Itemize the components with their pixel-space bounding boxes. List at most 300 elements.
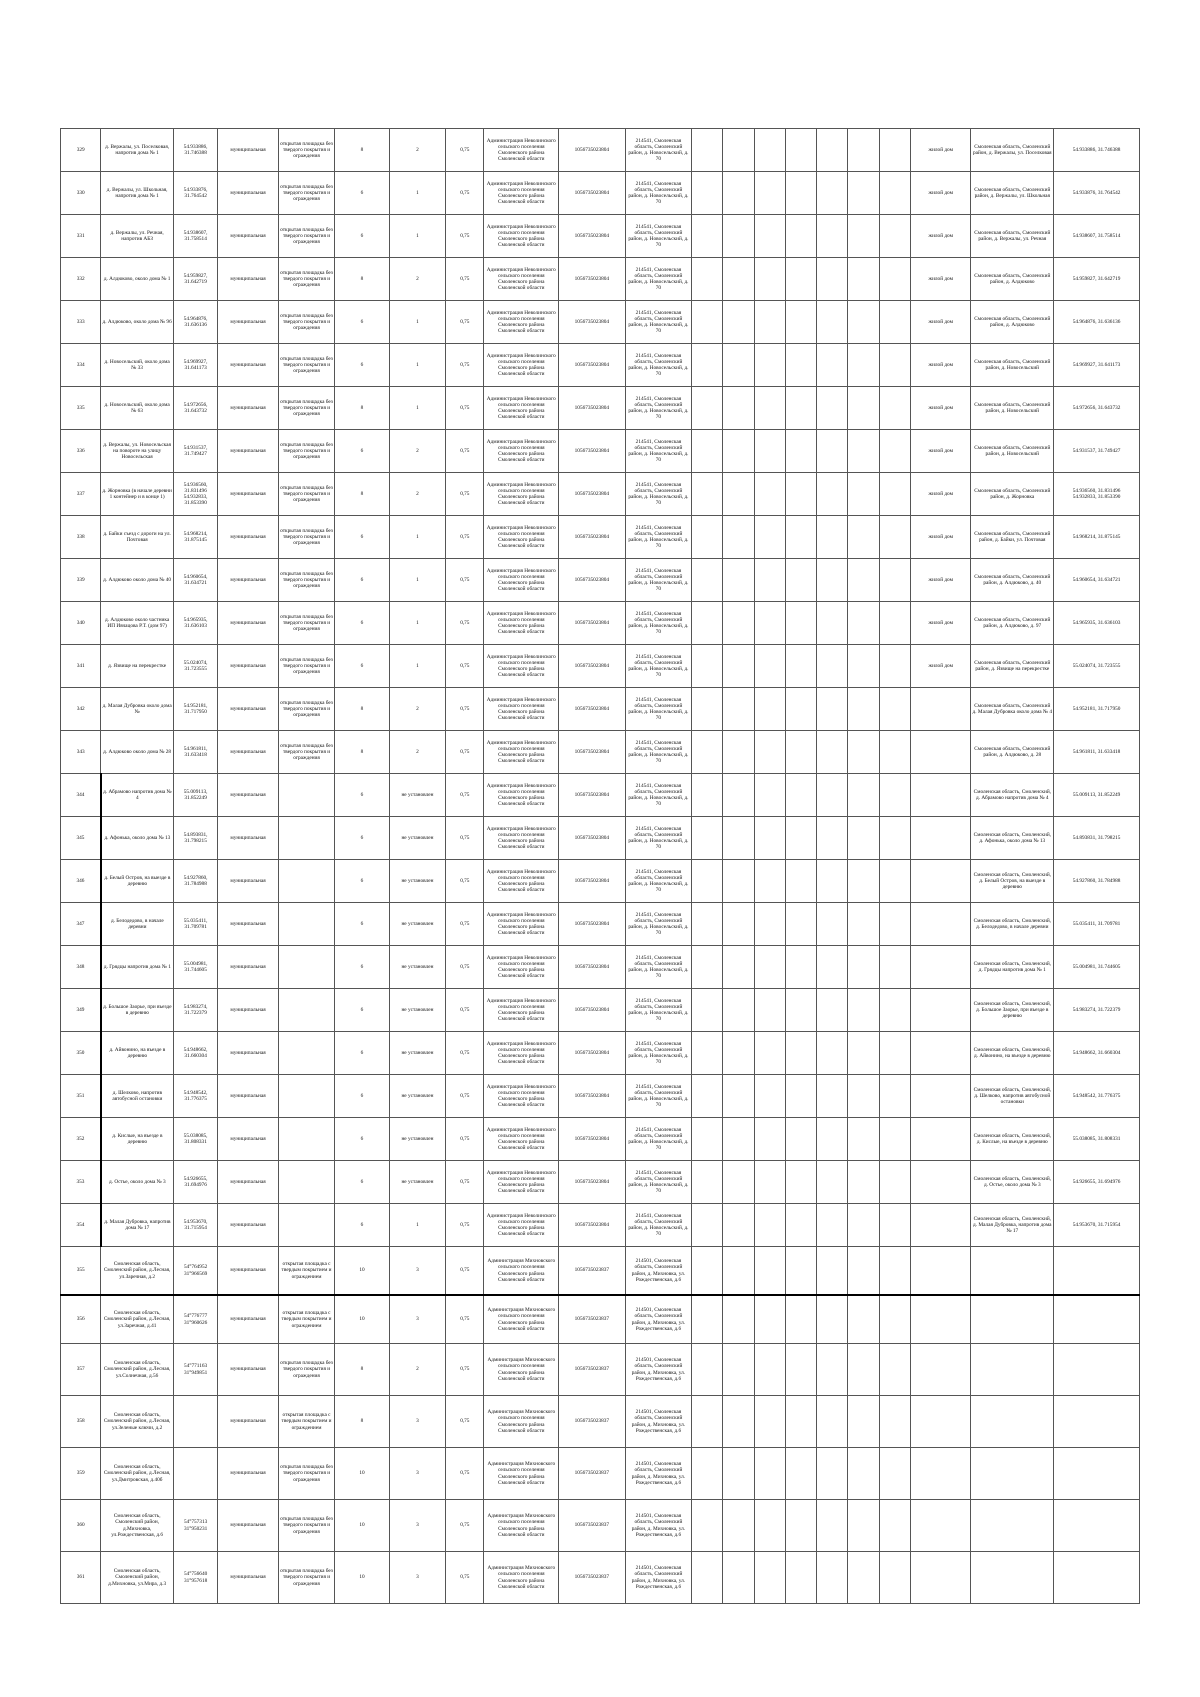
empty-cell bbox=[723, 1247, 754, 1296]
table-row bbox=[61, 172, 1140, 215]
empty-cell bbox=[817, 1247, 848, 1296]
waste-source: жилой дом bbox=[910, 215, 971, 258]
empty-cell bbox=[723, 344, 754, 387]
owner-address: 214541, Смоленская область, Смоленский район, д. Новосельский, д. 70 bbox=[625, 645, 692, 688]
served-coordinates bbox=[1054, 1344, 1140, 1396]
owner-address: 214501, Смоленская область, Смоленский район, д. Михновка, ул. Рождественская, д.6 bbox=[625, 1247, 692, 1296]
table-row bbox=[61, 1032, 1140, 1075]
empty-cell bbox=[817, 258, 848, 301]
ownership: муниципальная bbox=[218, 516, 279, 559]
surface-type: открытая площадка без твердого покрытия и ограждения bbox=[278, 645, 334, 688]
empty-cell bbox=[817, 215, 848, 258]
row-number: 345 bbox=[61, 817, 101, 860]
owner-organization: Администрация Неволинского сельского поселения Смоленского района Смоленской области bbox=[484, 559, 559, 602]
empty-cell bbox=[848, 1500, 879, 1552]
owner-address: 214541, Смоленская область, Смоленский район, д. Новосельский, д. 70 bbox=[625, 989, 692, 1032]
table-row bbox=[61, 344, 1140, 387]
owner-ogrn: 1056735023804 bbox=[559, 387, 626, 430]
empty-cell bbox=[692, 1204, 723, 1247]
site-area: 6 bbox=[335, 903, 389, 946]
empty-cell bbox=[754, 1500, 785, 1552]
waste-source bbox=[910, 817, 971, 860]
empty-cell bbox=[723, 430, 754, 473]
empty-cell bbox=[723, 946, 754, 989]
row-number: 344 bbox=[61, 774, 101, 817]
served-address: Смоленская область, Смоленский, д. Шелково, напротив автобусной остановки bbox=[971, 1075, 1054, 1118]
served-coordinates: 54.893831, 31.798215 bbox=[1054, 817, 1140, 860]
site-coordinates: 54.927860, 31.784988 bbox=[173, 860, 217, 903]
surface-type: открытая площадка без твердого покрытия и ограждения bbox=[278, 1448, 334, 1500]
site-area: 6 bbox=[335, 946, 389, 989]
empty-cell bbox=[879, 1032, 910, 1075]
served-coordinates: 55.038085, 31.808331 bbox=[1054, 1118, 1140, 1161]
owner-address: 214541, Смоленская область, Смоленский район, д. Новосельский, д. 70 bbox=[625, 473, 692, 516]
empty-cell bbox=[879, 1204, 910, 1247]
ownership: муниципальная bbox=[218, 1295, 279, 1344]
empty-cell bbox=[754, 989, 785, 1032]
ownership: муниципальная bbox=[218, 602, 279, 645]
empty-cell bbox=[692, 215, 723, 258]
container-count: 2 bbox=[389, 473, 445, 516]
owner-ogrn: 1056735023804 bbox=[559, 258, 626, 301]
registry-table bbox=[60, 128, 1140, 1604]
ownership: муниципальная bbox=[218, 258, 279, 301]
waste-source bbox=[910, 1075, 971, 1118]
owner-organization: Администрация Неволинского сельского поселения Смоленского района Смоленской области bbox=[484, 731, 559, 774]
served-address: Смоленская область, Смоленский район, д. Алдюково bbox=[971, 301, 1054, 344]
owner-ogrn: 1056735023804 bbox=[559, 860, 626, 903]
empty-cell bbox=[817, 602, 848, 645]
waste-source bbox=[910, 1161, 971, 1204]
container-volume: 0,75 bbox=[446, 1075, 484, 1118]
served-coordinates: 54.969927, 31.641173 bbox=[1054, 344, 1140, 387]
served-coordinates: 54.953670, 31.715954 bbox=[1054, 1204, 1140, 1247]
empty-cell bbox=[817, 516, 848, 559]
served-address: Смоленская область, Смоленский, д. Остье, около дома № 3 bbox=[971, 1161, 1054, 1204]
site-area: 10 bbox=[335, 1247, 389, 1296]
table-row bbox=[61, 129, 1140, 172]
table-row bbox=[61, 903, 1140, 946]
empty-cell bbox=[754, 1448, 785, 1500]
site-address: Смоленская область, Смоленский район, д.Лесная, ул.Зеленые ключи, д.2 bbox=[101, 1396, 174, 1448]
empty-cell bbox=[879, 1396, 910, 1448]
empty-cell bbox=[692, 1500, 723, 1552]
owner-ogrn: 1056735023804 bbox=[559, 774, 626, 817]
container-count: 3 bbox=[389, 1396, 445, 1448]
site-address: Смоленская область, Смоленский район, д.Михновка, ул.Мира, д.3 bbox=[101, 1552, 174, 1604]
empty-cell bbox=[817, 1396, 848, 1448]
served-address: Смоленская область, Смоленский район, д. Алдюково, д. 28 bbox=[971, 731, 1054, 774]
owner-address: 214501, Смоленская область, Смоленский район, д. Михновка, ул. Рождественская, д.6 bbox=[625, 1396, 692, 1448]
served-address bbox=[971, 1552, 1054, 1604]
table-row bbox=[61, 731, 1140, 774]
waste-source bbox=[910, 860, 971, 903]
container-volume: 0,75 bbox=[446, 387, 484, 430]
empty-cell bbox=[879, 1552, 910, 1604]
owner-address: 214541, Смоленская область, Смоленский район, д. Новосельский, д. 70 bbox=[625, 1118, 692, 1161]
waste-source bbox=[910, 1295, 971, 1344]
owner-ogrn: 1056735023804 bbox=[559, 301, 626, 344]
empty-cell bbox=[879, 903, 910, 946]
owner-ogrn: 1056735023804 bbox=[559, 645, 626, 688]
container-volume: 0,75 bbox=[446, 1295, 484, 1344]
served-coordinates: 54.983274, 31.722379 bbox=[1054, 989, 1140, 1032]
ownership: муниципальная bbox=[218, 731, 279, 774]
waste-source bbox=[910, 1247, 971, 1296]
container-count: не установлен bbox=[389, 860, 445, 903]
empty-cell bbox=[692, 774, 723, 817]
owner-organization: Администрация Неволинского сельского поселения Смоленского района Смоленской области bbox=[484, 989, 559, 1032]
surface-type: открытая площадка без твердого покрытия и ограждения bbox=[278, 559, 334, 602]
row-number: 359 bbox=[61, 1448, 101, 1500]
owner-address: 214541, Смоленская область, Смоленский район, д. Новосельский, д. 70 bbox=[625, 731, 692, 774]
row-number: 335 bbox=[61, 387, 101, 430]
empty-cell bbox=[692, 387, 723, 430]
container-volume: 0,75 bbox=[446, 301, 484, 344]
table-row bbox=[61, 817, 1140, 860]
empty-cell bbox=[785, 344, 816, 387]
empty-cell bbox=[848, 1247, 879, 1296]
empty-cell bbox=[754, 559, 785, 602]
empty-cell bbox=[848, 1032, 879, 1075]
container-count: не установлен bbox=[389, 774, 445, 817]
site-address: д. Кислые, на въезде в деревню bbox=[101, 1118, 174, 1161]
site-coordinates: 54.959827, 31.642719 bbox=[173, 258, 217, 301]
served-address bbox=[971, 1247, 1054, 1296]
container-count: 1 bbox=[389, 516, 445, 559]
site-address: д. Белый Остров, на выезде в деревню bbox=[101, 860, 174, 903]
owner-organization: Администрация Неволинского сельского поселения Смоленского района Смоленской области bbox=[484, 817, 559, 860]
empty-cell bbox=[848, 774, 879, 817]
site-address: д. Малая Дубровка около дома № bbox=[101, 688, 174, 731]
site-address: д. Айвонино, на въезде в деревню bbox=[101, 1032, 174, 1075]
owner-ogrn: 1056735023804 bbox=[559, 989, 626, 1032]
empty-cell bbox=[692, 1247, 723, 1296]
ownership: муниципальная bbox=[218, 559, 279, 602]
served-coordinates bbox=[1054, 1247, 1140, 1296]
ownership: муниципальная bbox=[218, 1247, 279, 1296]
served-address: Смоленская область, Смоленский, д. Большое Заорье, при въезде в деревню bbox=[971, 989, 1054, 1032]
owner-address: 214501, Смоленская область, Смоленский район, д. Михновка, ул. Рождественская, д.6 bbox=[625, 1552, 692, 1604]
empty-cell bbox=[879, 516, 910, 559]
empty-cell bbox=[817, 387, 848, 430]
owner-organization: Администрация Михновского сельского поселения Смоленского района Смоленской области bbox=[484, 1247, 559, 1296]
empty-cell bbox=[848, 473, 879, 516]
container-count: 2 bbox=[389, 129, 445, 172]
site-coordinates: 54.983274, 31.722379 bbox=[173, 989, 217, 1032]
site-coordinates: 54.965935, 31.636103 bbox=[173, 602, 217, 645]
empty-cell bbox=[785, 258, 816, 301]
table-row bbox=[61, 1448, 1140, 1500]
owner-ogrn: 1056735023837 bbox=[559, 1552, 626, 1604]
empty-cell bbox=[879, 1448, 910, 1500]
site-coordinates: 54.953670, 31.715954 bbox=[173, 1204, 217, 1247]
waste-source: жилой дом bbox=[910, 301, 971, 344]
container-volume: 0,75 bbox=[446, 1500, 484, 1552]
owner-organization: Администрация Неволинского сельского поселения Смоленского района Смоленской области bbox=[484, 1118, 559, 1161]
empty-cell bbox=[879, 344, 910, 387]
empty-cell bbox=[848, 1448, 879, 1500]
site-area: 8 bbox=[335, 258, 389, 301]
empty-cell bbox=[817, 1448, 848, 1500]
owner-address: 214541, Смоленская область, Смоленский район, д. Новосельский, д. 70 bbox=[625, 215, 692, 258]
ownership: муниципальная bbox=[218, 172, 279, 215]
empty-cell bbox=[817, 903, 848, 946]
container-count: 3 bbox=[389, 1247, 445, 1296]
empty-cell bbox=[879, 387, 910, 430]
table-row bbox=[61, 473, 1140, 516]
container-count: 3 bbox=[389, 1552, 445, 1604]
served-coordinates: 54.968214, 31.875145 bbox=[1054, 516, 1140, 559]
waste-source: жилой дом bbox=[910, 258, 971, 301]
owner-ogrn: 1056735023804 bbox=[559, 1118, 626, 1161]
empty-cell bbox=[785, 129, 816, 172]
served-coordinates bbox=[1054, 1552, 1140, 1604]
site-area: 6 bbox=[335, 559, 389, 602]
site-address: д. Новосельский, около дома № 33 bbox=[101, 344, 174, 387]
empty-cell bbox=[692, 172, 723, 215]
row-number: 357 bbox=[61, 1344, 101, 1396]
served-coordinates: 54.960654, 31.634721 bbox=[1054, 559, 1140, 602]
owner-ogrn: 1056735023804 bbox=[559, 1032, 626, 1075]
ownership: муниципальная bbox=[218, 1552, 279, 1604]
surface-type bbox=[278, 1075, 334, 1118]
site-coordinates: 54.933886, 31.746388 bbox=[173, 129, 217, 172]
empty-cell bbox=[879, 1344, 910, 1396]
site-area: 8 bbox=[335, 473, 389, 516]
empty-cell bbox=[785, 989, 816, 1032]
surface-type: открытая площадка без твердого покрытия и ограждения bbox=[278, 1500, 334, 1552]
surface-type: открытая площадка без твердого покрытия и ограждения bbox=[278, 602, 334, 645]
empty-cell bbox=[785, 774, 816, 817]
table-row bbox=[61, 1500, 1140, 1552]
ownership: муниципальная bbox=[218, 1032, 279, 1075]
surface-type: открытая площадка без твердого покрытия и ограждения bbox=[278, 258, 334, 301]
site-coordinates: 55.009113, 31.852249 bbox=[173, 774, 217, 817]
empty-cell bbox=[723, 1075, 754, 1118]
site-coordinates: 54.972656, 31.643732 bbox=[173, 387, 217, 430]
waste-source bbox=[910, 1118, 971, 1161]
row-number: 352 bbox=[61, 1118, 101, 1161]
ownership: муниципальная bbox=[218, 688, 279, 731]
waste-source: жилой дом bbox=[910, 172, 971, 215]
site-coordinates: 54.926655, 31.694976 bbox=[173, 1161, 217, 1204]
site-coordinates: 54.960654, 31.634721 bbox=[173, 559, 217, 602]
row-number: 361 bbox=[61, 1552, 101, 1604]
empty-cell bbox=[754, 1552, 785, 1604]
site-coordinates: 54.933876, 31.764542 bbox=[173, 172, 217, 215]
served-coordinates: 54.936560, 31.831496 54.932833, 31.853390 bbox=[1054, 473, 1140, 516]
container-count: не установлен bbox=[389, 1032, 445, 1075]
row-number: 337 bbox=[61, 473, 101, 516]
site-address: д. Вержалы, ул. Речная, напротив АБЗ bbox=[101, 215, 174, 258]
row-number: 343 bbox=[61, 731, 101, 774]
served-address: Смоленская область, Смоленский, д. Грядцы напротив дома № 1 bbox=[971, 946, 1054, 989]
ownership: муниципальная bbox=[218, 430, 279, 473]
empty-cell bbox=[879, 1118, 910, 1161]
served-address: Смоленская область, Смоленский район, д. Вержалы, ул. Школьная bbox=[971, 172, 1054, 215]
row-number: 333 bbox=[61, 301, 101, 344]
empty-cell bbox=[692, 473, 723, 516]
owner-organization: Администрация Михновского сельского поселения Смоленского района Смоленской области bbox=[484, 1295, 559, 1344]
empty-cell bbox=[723, 1552, 754, 1604]
empty-cell bbox=[879, 1500, 910, 1552]
surface-type bbox=[278, 1032, 334, 1075]
empty-cell bbox=[848, 430, 879, 473]
owner-organization: Администрация Неволинского сельского поселения Смоленского района Смоленской области bbox=[484, 774, 559, 817]
empty-cell bbox=[692, 1295, 723, 1344]
empty-cell bbox=[754, 1204, 785, 1247]
empty-cell bbox=[754, 946, 785, 989]
container-count: 3 bbox=[389, 1448, 445, 1500]
empty-cell bbox=[785, 1396, 816, 1448]
owner-address: 214541, Смоленская область, Смоленский район, д. Новосельский, д. 70 bbox=[625, 559, 692, 602]
empty-cell bbox=[817, 946, 848, 989]
row-number: 332 bbox=[61, 258, 101, 301]
served-coordinates: 54.952181, 31.717950 bbox=[1054, 688, 1140, 731]
empty-cell bbox=[754, 731, 785, 774]
empty-cell bbox=[879, 817, 910, 860]
empty-cell bbox=[817, 344, 848, 387]
empty-cell bbox=[785, 860, 816, 903]
container-count: 2 bbox=[389, 731, 445, 774]
owner-address: 214501, Смоленская область, Смоленский район, д. Михновка, ул. Рождественская, д.6 bbox=[625, 1448, 692, 1500]
container-volume: 0,75 bbox=[446, 645, 484, 688]
site-coordinates: 54.969927, 31.641173 bbox=[173, 344, 217, 387]
empty-cell bbox=[817, 301, 848, 344]
owner-ogrn: 1056735023837 bbox=[559, 1247, 626, 1296]
empty-cell bbox=[785, 1295, 816, 1344]
surface-type: открытая площадка без твердого покрытия и ограждения bbox=[278, 1552, 334, 1604]
empty-cell bbox=[723, 731, 754, 774]
site-address: д. Вержалы, ул. Новосельская на повороте на улицу Новосельская bbox=[101, 430, 174, 473]
site-area: 6 bbox=[335, 817, 389, 860]
waste-source bbox=[910, 989, 971, 1032]
site-address: д. Большое Заорье, при въезде в деревню bbox=[101, 989, 174, 1032]
surface-type: открытая площадка без твердого покрытия и ограждения bbox=[278, 301, 334, 344]
container-count: не установлен bbox=[389, 1075, 445, 1118]
empty-cell bbox=[692, 258, 723, 301]
surface-type bbox=[278, 946, 334, 989]
served-coordinates: 54.961811, 31.633418 bbox=[1054, 731, 1140, 774]
table-row bbox=[61, 1118, 1140, 1161]
empty-cell bbox=[848, 1118, 879, 1161]
empty-cell bbox=[723, 258, 754, 301]
empty-cell bbox=[785, 301, 816, 344]
served-address bbox=[971, 1344, 1054, 1396]
site-coordinates: 54.948542, 31.776375 bbox=[173, 1075, 217, 1118]
row-number: 339 bbox=[61, 559, 101, 602]
row-number: 329 bbox=[61, 129, 101, 172]
owner-organization: Администрация Неволинского сельского поселения Смоленского района Смоленской области bbox=[484, 860, 559, 903]
owner-organization: Администрация Неволинского сельского поселения Смоленского района Смоленской области bbox=[484, 301, 559, 344]
ownership: муниципальная bbox=[218, 215, 279, 258]
surface-type bbox=[278, 1118, 334, 1161]
empty-cell bbox=[879, 215, 910, 258]
owner-organization: Администрация Михновского сельского поселения Смоленского района Смоленской области bbox=[484, 1396, 559, 1448]
empty-cell bbox=[879, 172, 910, 215]
site-address: д. Афонька, около дома № 13 bbox=[101, 817, 174, 860]
served-address: Смоленская область, Смоленский д. Малая Дубровка около дома № 4 bbox=[971, 688, 1054, 731]
empty-cell bbox=[754, 1344, 785, 1396]
empty-cell bbox=[848, 817, 879, 860]
empty-cell bbox=[754, 430, 785, 473]
waste-source bbox=[910, 1448, 971, 1500]
empty-cell bbox=[785, 903, 816, 946]
served-address: Смоленская область, Смоленский район, д. Байки, ул. Почтовая bbox=[971, 516, 1054, 559]
table-row bbox=[61, 258, 1140, 301]
surface-type: открытая площадка без твердого покрытия и ограждения bbox=[278, 1344, 334, 1396]
row-number: 354 bbox=[61, 1204, 101, 1247]
container-volume: 0,75 bbox=[446, 1552, 484, 1604]
empty-cell bbox=[754, 1075, 785, 1118]
site-coordinates: 54.968214, 31.875145 bbox=[173, 516, 217, 559]
empty-cell bbox=[723, 516, 754, 559]
owner-address: 214541, Смоленская область, Смоленский район, д. Новосельский, д. 70 bbox=[625, 344, 692, 387]
owner-ogrn: 1056735023804 bbox=[559, 172, 626, 215]
table-row bbox=[61, 860, 1140, 903]
empty-cell bbox=[879, 602, 910, 645]
owner-organization: Администрация Неволинского сельского поселения Смоленского района Смоленской области bbox=[484, 1204, 559, 1247]
served-coordinates bbox=[1054, 1295, 1140, 1344]
empty-cell bbox=[848, 645, 879, 688]
site-area: 6 bbox=[335, 860, 389, 903]
owner-organization: Администрация Неволинского сельского поселения Смоленского района Смоленской области bbox=[484, 258, 559, 301]
empty-cell bbox=[848, 731, 879, 774]
site-area: 6 bbox=[335, 215, 389, 258]
empty-cell bbox=[879, 559, 910, 602]
empty-cell bbox=[879, 258, 910, 301]
waste-source bbox=[910, 903, 971, 946]
empty-cell bbox=[879, 946, 910, 989]
empty-cell bbox=[817, 1032, 848, 1075]
site-coordinates: 54.948662, 31.660304 bbox=[173, 1032, 217, 1075]
empty-cell bbox=[723, 172, 754, 215]
site-area: 8 bbox=[335, 1344, 389, 1396]
site-area: 6 bbox=[335, 344, 389, 387]
empty-cell bbox=[723, 387, 754, 430]
empty-cell bbox=[692, 430, 723, 473]
served-address: Смоленская область, Смоленский район, д. Жорновка bbox=[971, 473, 1054, 516]
empty-cell bbox=[723, 301, 754, 344]
row-number: 340 bbox=[61, 602, 101, 645]
empty-cell bbox=[692, 1118, 723, 1161]
empty-cell bbox=[785, 1448, 816, 1500]
served-address: Смоленская область, Смоленский район, д. Язвище на перекрестке bbox=[971, 645, 1054, 688]
empty-cell bbox=[692, 1075, 723, 1118]
owner-ogrn: 1056735023804 bbox=[559, 516, 626, 559]
row-number: 331 bbox=[61, 215, 101, 258]
owner-address: 214541, Смоленская область, Смоленский район, д. Новосельский, д. 70 bbox=[625, 516, 692, 559]
empty-cell bbox=[879, 645, 910, 688]
empty-cell bbox=[692, 1344, 723, 1396]
empty-cell bbox=[879, 1295, 910, 1344]
table-row bbox=[61, 774, 1140, 817]
site-area: 6 bbox=[335, 645, 389, 688]
owner-address: 214501, Смоленская область, Смоленский район, д. Михновка, ул. Рождественская, д.6 bbox=[625, 1295, 692, 1344]
empty-cell bbox=[848, 1161, 879, 1204]
empty-cell bbox=[817, 1075, 848, 1118]
site-address: д. Алдюково, около дома № 96 bbox=[101, 301, 174, 344]
empty-cell bbox=[754, 516, 785, 559]
container-volume: 0,75 bbox=[446, 559, 484, 602]
waste-source: жилой дом bbox=[910, 129, 971, 172]
empty-cell bbox=[692, 1552, 723, 1604]
empty-cell bbox=[879, 688, 910, 731]
row-number: 349 bbox=[61, 989, 101, 1032]
served-address: Смоленская область, Смоленский, д. Кислые, на въезде в деревню bbox=[971, 1118, 1054, 1161]
container-volume: 0,75 bbox=[446, 1032, 484, 1075]
